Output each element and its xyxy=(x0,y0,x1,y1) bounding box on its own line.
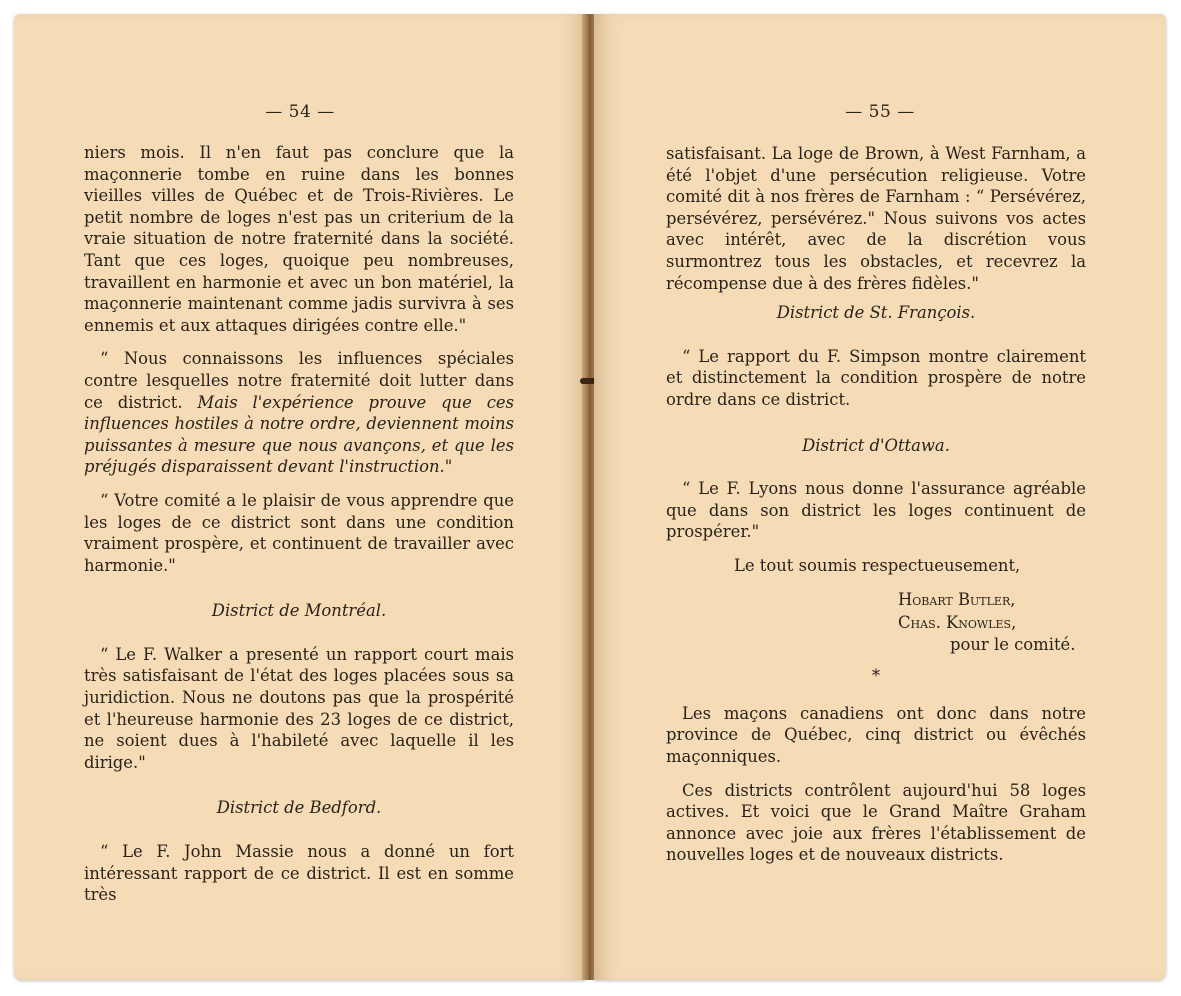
paragraph: Ces districts contrôlent aujourd'hui 58 loges actives. Et voici que le Grand Maître Graham annonce avec joie aux frères l'établissement de nouvelles loges et de nouveaux districts. xyxy=(666,780,1086,865)
paragraph-text: “ Nous connaissons les influences spéciales contre lesquelles notre fraternité doit lutter dans ce district. xyxy=(84,349,514,412)
section-heading: District de Montréal. xyxy=(211,601,387,621)
closing-line: Le tout soumis respectueusement, xyxy=(734,555,1021,575)
signature-name: Hobart Butler, xyxy=(898,589,1016,609)
page-body xyxy=(84,142,514,906)
page-number: — 54 — xyxy=(265,102,335,122)
paragraph xyxy=(84,348,514,478)
page-body xyxy=(666,143,1086,866)
paragraph: “ Le F. John Massie nous a donné un fort intéressant rapport de ce district. Il est en somme très xyxy=(84,842,514,905)
signature-role: pour le comité. xyxy=(950,634,1076,654)
paragraph: “ Le F. Walker a presenté un rapport court mais très satisfaisant de l'état des loges placées sous sa juridiction. Nous ne doutons pas que la prospérité et l'heureuse harmonie des 23 loges de ce district, ne soient dues à l'habileté avec laquelle il les dirige." xyxy=(84,644,514,772)
page-number: — 55 — xyxy=(845,102,915,122)
paragraph: “ Votre comité a le plaisir de vous apprendre que les loges de ce district sont dans une condition vraiment prospère, et continuent de travailler avec harmonie." xyxy=(84,490,514,575)
section-heading: District d'Ottawa. xyxy=(802,435,950,455)
signature-name: Chas. Knowles, xyxy=(898,613,1017,633)
separator-asterisk: * xyxy=(871,666,881,686)
left-page xyxy=(14,14,586,980)
paragraph: satisfaisant. La loge de Brown, à West Farnham, a été l'objet d'une persécution religieuse. Votre comité dit à nos frères de Farnham : “ Persévérez, persévérez, persévérez." Nous suivons vos actes avec intérêt, avec de la discrétion vous surmontrez tous les obstacles, et recevrez la récompense due à des frères fidèles." xyxy=(666,144,1086,293)
closing-quote: " xyxy=(444,457,453,477)
italic-passage: Mais l'expérience prouve que ces influences hostiles à notre ordre, deviennent moins puissantes à mesure que nous avançons, et que les préjugés disparaissent devant l'instruction. xyxy=(84,392,514,477)
right-page xyxy=(594,14,1166,980)
paragraph: niers mois. Il n'en faut pas conclure que la maçonnerie tombe en ruine dans les bonnes vieilles villes de Québec et de Trois-Rivières. Le petit nombre de loges n'est pas un criterium de la vraie situation de notre fraternité dans la société. Tant que ces loges, quoique peu nombreuses, travaillent en harmonie et avec un bon matériel, la maçonnerie maintenant comme jadis survivra à ses ennemis et aux attaques dirigées contre elle." xyxy=(84,143,514,335)
paragraph: Les maçons canadiens ont donc dans notre province de Québec, cinq district ou évêchés maçonniques. xyxy=(666,703,1086,767)
section-heading: District de Bedford. xyxy=(216,798,382,818)
paragraph: “ Le F. Lyons nous donne l'assurance agréable que dans son district les loges continuent de prospérer." xyxy=(666,479,1086,542)
paragraph: “ Le rapport du F. Simpson montre clairement et distinctement la condition prospère de notre ordre dans ce district. xyxy=(666,346,1086,409)
section-heading: District de St. François. xyxy=(776,303,976,323)
